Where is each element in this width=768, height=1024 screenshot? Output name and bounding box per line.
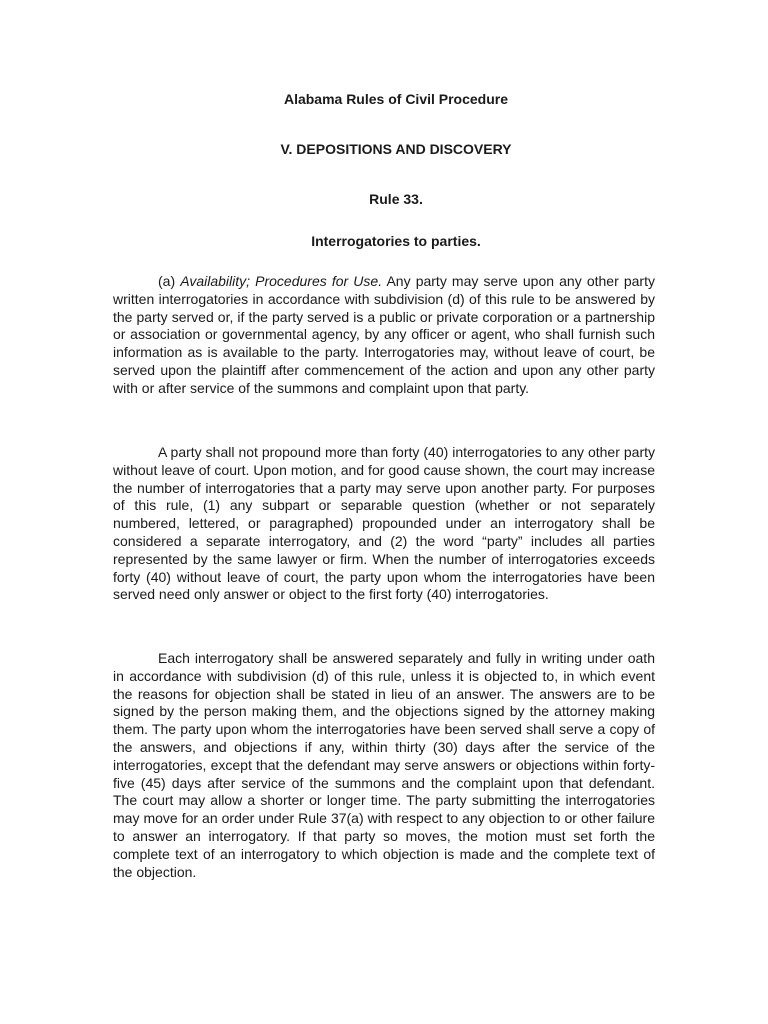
- paragraph-text: Any party may serve upon any other party written interrogatories in accordance with subdivision (d) of this rule to be answered by the party served or, if the party served is a public or private corporation or a partnership or association or governmental agency, by any officer or agent, who shall furnish such information as is available to the party. Interrogatories may, without leave of court, be served upon the plaintiff after commencement of the action and upon any other party with or after service of the summons and complaint upon that party.: [113, 273, 655, 396]
- subdivision-label: (a): [158, 273, 181, 289]
- part-heading: V. DEPOSITIONS AND DISCOVERY: [280, 141, 512, 157]
- paragraph-availability: [113, 273, 655, 398]
- rule-subject: Interrogatories to parties.: [311, 233, 481, 249]
- paragraph-answers-objections: Each interrogatory shall be answered separately and fully in writing under oath in accordance with subdivision (d) of this rule, unless it is objected to, in which event the reasons for objection shall be stated in lieu of an answer. The answers are to be signed by the person making them, and the objections signed by the attorney making them. The party upon whom the interrogatories have been served shall serve a copy of the answers, and objections if any, within thirty (30) days after the service of the interrogatories, except that the defendant may serve answers or objections within forty-five (45) days after service of the summons and the complaint upon that defendant. The court may allow a shorter or longer time. The party submitting the interrogatories may move for an order under Rule 37(a) with respect to any objection to or other failure to answer an interrogatory. If that party so moves, the motion must set forth the complete text of an interrogatory to which objection is made and the complete text of the objection.: [113, 650, 655, 880]
- subdivision-heading: Availability; Procedures for Use.: [180, 273, 383, 289]
- paragraph-interrogatory-limit: A party shall not propound more than forty (40) interrogatories to any other party without leave of court. Upon motion, and for good cause shown, the court may increase the number of interrogatories that a party may serve upon another party. For purposes of this rule, (1) any subpart or separable question (whether or not separately numbered, lettered, or paragraphed) propounded under an interrogatory shall be considered a separate interrogatory, and (2) the word “party” includes all parties represented by the same lawyer or firm. When the number of interrogatories exceeds forty (40) without leave of court, the party upon whom the interrogatories have been served need only answer or object to the first forty (40) interrogatories.: [113, 444, 655, 603]
- document-title: Alabama Rules of Civil Procedure: [283, 91, 509, 107]
- rule-number: Rule 33.: [369, 191, 423, 207]
